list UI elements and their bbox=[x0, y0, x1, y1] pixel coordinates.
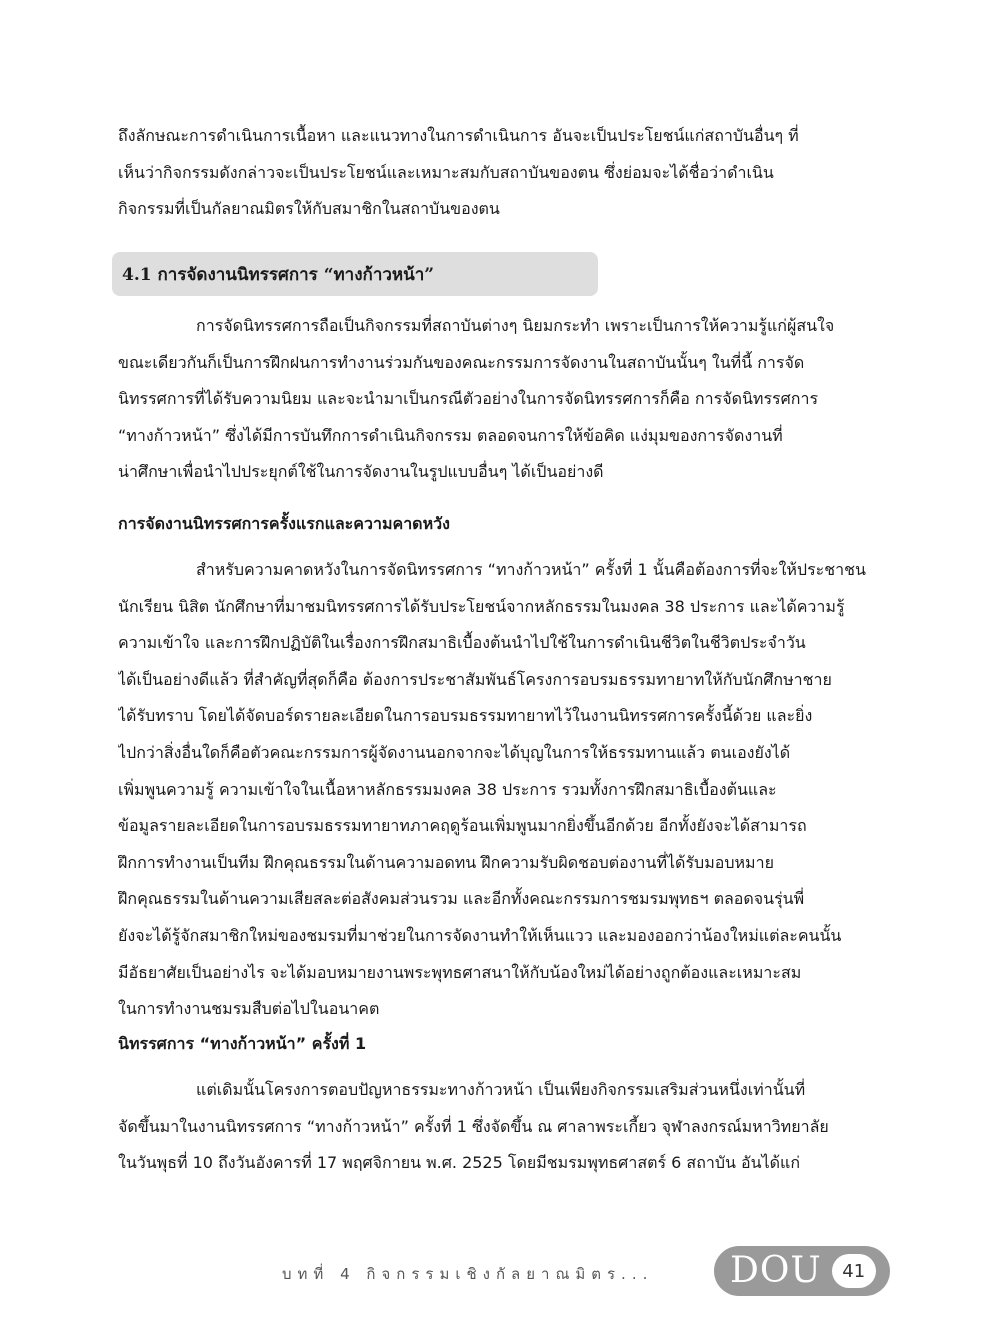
text-line: “ทางก้าวหน้า” ซึ่งได้มีการบันทึกการดำเนินกิจกรรม ตลอดจนการให้ข้อคิด แง่มุมของการจัดงานที่ bbox=[118, 425, 783, 445]
text-line: นิทรรศการที่ได้รับความนิยม และจะนำมาเป็นกรณีตัวอย่างในการจัดนิทรรศการก็คือ การจัดนิทรรศการ bbox=[118, 389, 819, 409]
text-line: เพิ่มพูนความรู้ ความเข้าใจในเนื้อหาหลักธรรมมงคล 38 ประการ รวมทั้งการฝึกสมาธิเบื้องต้นและ bbox=[118, 779, 777, 799]
text-line: เห็นว่ากิจกรรมดังกล่าวจะเป็นประโยชน์และเหมาะสมกับสถาบันของตน ซึ่งย่อมจะได้ชื่อว่าดำเนิน bbox=[118, 162, 774, 182]
text-line: ข้อมูลรายละเอียดในการอบรมธรรมทายาทภาคฤดูร้อนเพิ่มพูนมากยิ่งขึ้นอีกด้วย อีกทั้งยังจะได้สามารถ bbox=[118, 816, 807, 836]
text-line: มีอัธยาศัยเป็นอย่างไร จะได้มอบหมายงานพระพุทธศาสนาให้กับน้องใหม่ได้อย่างถูกต้องและเหมาะสม bbox=[118, 962, 802, 982]
text-line: นักเรียน นิสิต นักศึกษาที่มาชมนิทรรศการได้รับประโยชน์จากหลักธรรมในมงคล 38 ประการ และได้ความรู้ bbox=[118, 596, 845, 616]
subsection1-paragraph bbox=[118, 552, 898, 1028]
text-line: แต่เดิมนั้นโครงการตอบปัญหาธรรมะทางก้าวหน้า เป็นเพียงกิจกรรมเสริมส่วนหนึ่งเท่านั้นที่ bbox=[196, 1080, 806, 1099]
text-line: ในการทำงานชมรมสืบต่อไปในอนาคต bbox=[118, 999, 380, 1019]
text-line: ความเข้าใจ และการฝึกปฏิบัติในเรื่องการฝึกสมาธิเบื้องต้นนำไปใช้ในการดำเนินชีวิตในชีวิตประจำวัน bbox=[118, 633, 806, 653]
subsection-heading-exhibition-1: นิทรรศการ “ทางก้าวหน้า” ครั้งที่ 1 bbox=[118, 1034, 367, 1053]
text-line: น่าศึกษาเพื่อนำไปประยุกต์ใช้ในการจัดงานในรูปแบบอื่นๆ ได้เป็นอย่างดี bbox=[118, 462, 604, 482]
subsection-heading-first-exhibition: การจัดงานนิทรรศการครั้งแรกและความคาดหวัง bbox=[118, 514, 450, 533]
text-line: การจัดนิทรรศการถือเป็นกิจกรรมที่สถาบันต่างๆ นิยมกระทำ เพราะเป็นการให้ความรู้แก่ผู้สนใจ bbox=[196, 316, 835, 335]
text-line: กิจกรรมที่เป็นกัลยาณมิตรให้กับสมาชิกในสถาบันของตน bbox=[118, 199, 500, 219]
section-paragraph bbox=[118, 308, 898, 491]
footer-chapter-title: บทที่ 4 กิจกรรมเชิงกัลยาณมิตร... bbox=[282, 1265, 654, 1283]
text-line: สำหรับความคาดหวังในการจัดนิทรรศการ “ทางก้าวหน้า” ครั้งที่ 1 นั้นคือต้องการที่จะให้ประชาชน bbox=[196, 560, 866, 579]
text-line: ในวันพุธที่ 10 ถึงวันอังคารที่ 17 พฤศจิกายน พ.ศ. 2525 โดยมีชมรมพุทธศาสตร์ 6 สถาบัน อันได้แก่ bbox=[118, 1153, 801, 1173]
section-title: 4.1 การจัดงานนิทรรศการ “ทางก้าวหน้า” bbox=[122, 264, 435, 285]
text-line: ยังจะได้รู้จักสมาชิกใหม่ของชมรมที่มาช่วยในการจัดงานทำให้เห็นแวว และมองออกว่าน้องใหม่แต่ละคนนั้น bbox=[118, 925, 842, 945]
footer-badge bbox=[714, 1246, 890, 1296]
subsection1-paragraph-text bbox=[118, 552, 898, 1028]
text-line: ได้เป็นอย่างดีแล้ว ที่สำคัญที่สุดก็คือ ต้องการประชาสัมพันธ์โครงการอบรมธรรมทายาทให้กับนักศึกษาชาย bbox=[118, 669, 832, 689]
section-heading-4-1 bbox=[112, 252, 598, 296]
text-line: ไปกว่าสิ่งอื่นใดก็คือตัวคณะกรรมการผู้จัดงานนอกจากจะได้บุญในการให้ธรรมทานแล้ว ตนเองยังได้ bbox=[118, 742, 791, 762]
text-line: จัดขึ้นมาในงานนิทรรศการ “ทางก้าวหน้า” ครั้งที่ 1 ซึ่งจัดขึ้น ณ ศาลาพระเกี้ยว จุฬาลงกรณ์มหาวิทยาลัย bbox=[118, 1116, 829, 1136]
page-number: 41 bbox=[832, 1254, 876, 1288]
subsection2-paragraph bbox=[118, 1072, 898, 1182]
text-line: ฝึกคุณธรรมในด้านความเสียสละต่อสังคมส่วนรวม และอีกทั้งคณะกรรมการชมรมพุทธฯ ตลอดจนรุ่นพี่ bbox=[118, 889, 805, 909]
text-line: ขณะเดียวกันก็เป็นการฝึกฝนการทำงานร่วมกันของคณะกรรมการจัดงานในสถาบันนั้นๆ ในที่นี้ การจัด bbox=[118, 352, 805, 372]
text-line: ได้รับทราบ โดยได้จัดบอร์ดรายละเอียดในการอบรมธรรมทายาทไว้ในงานนิทรรศการครั้งนี้ด้วย และยิ่ง bbox=[118, 706, 813, 726]
subsection2-paragraph-text bbox=[118, 1072, 898, 1182]
text-line: ถึงลักษณะการดำเนินการเนื้อหา และแนวทางในการดำเนินการ อันจะเป็นประโยชน์แก่สถาบันอื่นๆ ที่ bbox=[118, 126, 799, 145]
section-paragraph-text bbox=[118, 308, 898, 491]
text-line: ฝึกการทำงานเป็นทีม ฝึกคุณธรรมในด้านความอดทน ฝึกความรับผิดชอบต่องานที่ได้รับมอบหมาย bbox=[118, 852, 774, 872]
dou-logo: DOU bbox=[730, 1250, 822, 1291]
intro-paragraph-text bbox=[118, 118, 898, 228]
intro-paragraph bbox=[118, 118, 898, 228]
